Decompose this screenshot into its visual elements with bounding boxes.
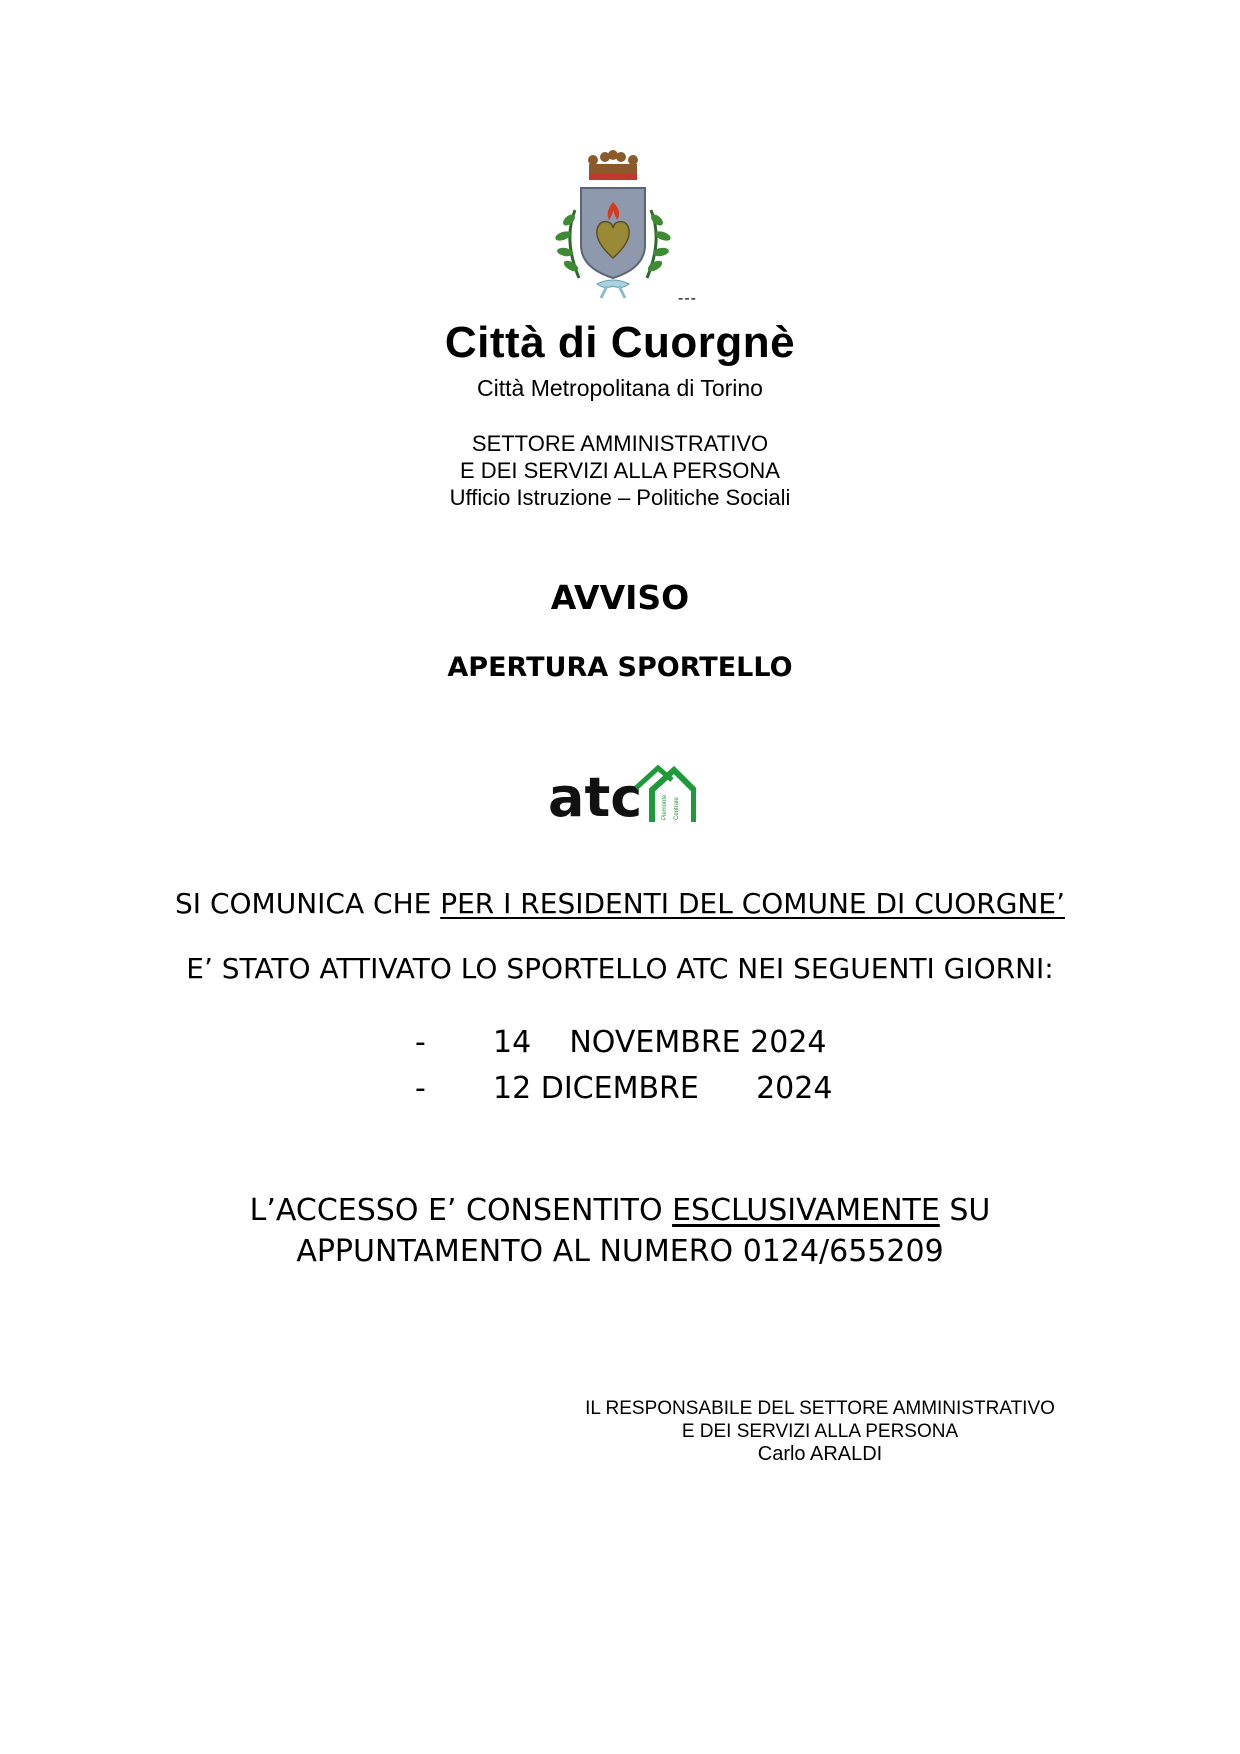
date-item xyxy=(415,1025,827,1060)
notice-line-1 xyxy=(0,887,1240,920)
sector-block xyxy=(0,430,1240,511)
date-year: 2024 xyxy=(756,1071,833,1106)
date-item xyxy=(415,1071,832,1106)
date-day: 14 xyxy=(493,1025,532,1060)
city-coat-of-arms-icon xyxy=(545,150,681,300)
date-year: 2024 xyxy=(750,1025,827,1060)
atc-house-logo-icon xyxy=(548,762,696,824)
access-suffix: SU xyxy=(939,1193,991,1228)
signature-name: Carlo ARALDI xyxy=(757,1443,883,1465)
date-day: 12 xyxy=(493,1071,532,1106)
access-underlined: ESCLUSIVAMENTE xyxy=(672,1193,940,1228)
date-month: NOVEMBRE xyxy=(569,1025,741,1060)
signature-role-2: E DEI SERVIZI ALLA PERSONA xyxy=(681,1421,959,1442)
separator: --- xyxy=(678,290,697,307)
access-line-1 xyxy=(0,1190,1240,1231)
office-name: Ufficio Istruzione – Politiche Sociali xyxy=(449,485,791,510)
atc-logo-text: atc xyxy=(548,766,643,824)
atc-logo-small-text-2: Centrale xyxy=(674,797,680,820)
city-name: Città di Cuorgnè xyxy=(444,318,796,367)
date-month: DICEMBRE xyxy=(540,1071,699,1106)
access-info xyxy=(0,1190,1240,1272)
notice-line-2: E’ STATO ATTIVATO LO SPORTELLO ATC NEI SEGUENTI GIORNI: xyxy=(186,952,1054,985)
notice-subtitle: APERTURA SPORTELLO xyxy=(447,652,793,683)
date-bullet: - xyxy=(415,1025,426,1060)
date-bullet: - xyxy=(415,1071,426,1106)
line1-prefix: SI COMUNICA CHE xyxy=(175,887,441,920)
sector-line-1: SETTORE AMMINISTRATIVO xyxy=(471,431,769,456)
atc-logo-small-text-1: Piemonte xyxy=(662,794,668,820)
line1-underlined: PER I RESIDENTI DEL COMUNE DI CUORGNE’ xyxy=(440,887,1065,920)
access-prefix: L’ACCESSO E’ CONSENTITO xyxy=(249,1193,673,1228)
access-line-2: APPUNTAMENTO AL NUMERO 0124/655209 xyxy=(296,1234,944,1269)
sector-line-2: E DEI SERVIZI ALLA PERSONA xyxy=(460,458,780,483)
signature-role-1: IL RESPONSABILE DEL SETTORE AMMINISTRATIVO xyxy=(585,1398,1055,1419)
notice-title: AVVISO xyxy=(550,578,690,617)
signature-block xyxy=(560,1397,1080,1466)
metro-area: Città Metropolitana di Torino xyxy=(477,375,763,401)
